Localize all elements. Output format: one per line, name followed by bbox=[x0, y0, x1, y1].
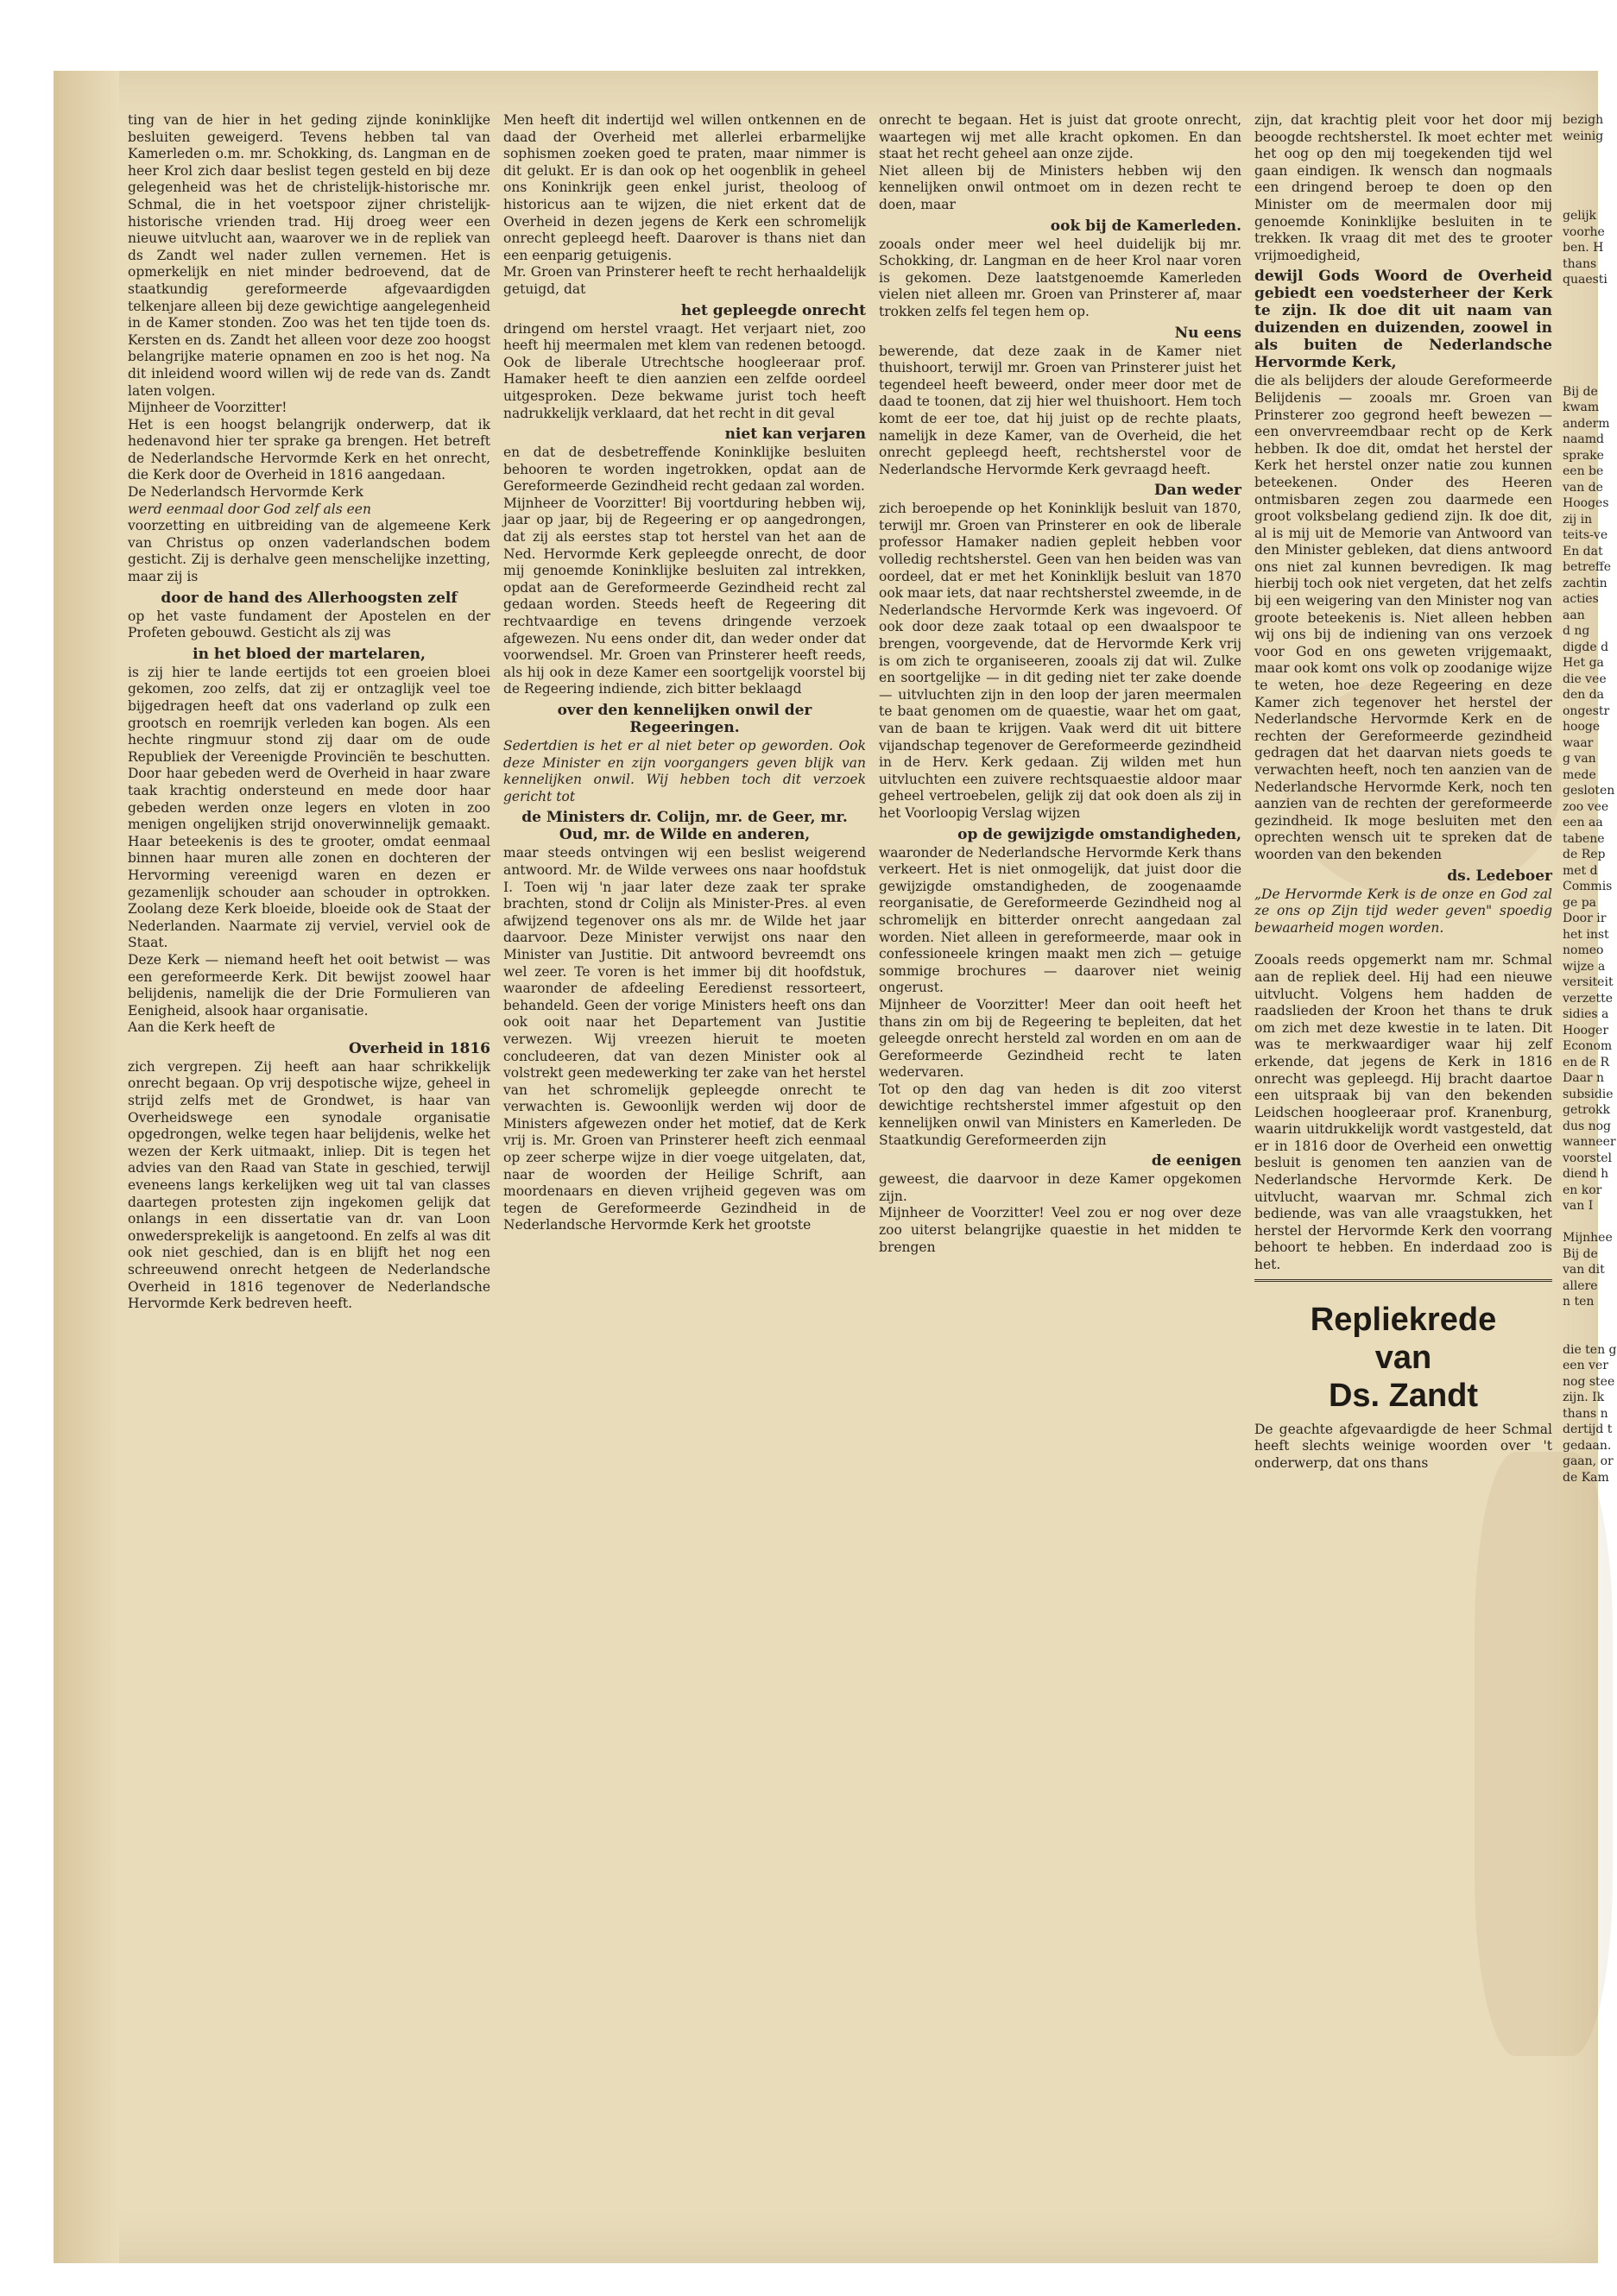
cropped-line: n ten bbox=[1563, 1295, 1595, 1309]
paragraph: zich vergrepen. Zij heeft aan haar schrikkelijk onrecht begaan. Op vrij despotische wijze, geheel in strijd zelfs met de Grondwet, is haar van Overheidswege een synodale organisatie opgedrongen, welke tegen haar belijdenis, welke het wezen der Kerk uitmaakt, inliep. Dit is tegen het advies van den Raad van State in geschied, terwijl eveneens langs kerkelijken weg uit tal van classes daartegen protesten zijn ingekomen gelijk dat onlangs in een dissertatie van dr. van Loon onwedersprekelijk is aangetoond. En zelfs al was dit ook niet geschied, dan is en blijft het nog een schreeuwend onrecht hetgeen de Nederlandsche Overheid in 1816 tegenover de Nederlandsche Hervormde Kerk bedreven heeft. bbox=[128, 1058, 490, 1312]
paragraph: die als belijders der aloude Gereformeerde Belijdenis — zooals mr. Groen van Prinsterer zoo gegrond heeft bewezen — een onvervreemdbaar recht op de Kerk hebben. Ik doe dit, omdat het herstel der Kerk het herstel onzer natie zou kunnen beteekenen. Onder des Heeren ontmisbaren zegen zou daarmede een groot volksbelang gediend zijn. Ik doe dit, al is mij uit de Memorie van Antwoord van den Minister gebleken, dat diens antwoord ons niet zal kunnen bevredigen. Ik mag hierbij toch ook niet vergeten, dat het zelfs bij een weigering van den Minister nog van groote beteekenis is. Niet alleen hebben wij ons bij de indiening van ons verzoek voor God en ons geweten vrijgemaakt, maar ook komt ons volk op zoodanige wijze te weten, hoe deze Regeering en deze Kamer zich tegenover het herstel der Nederlandsche Hervormde Kerk en de rechten der Gereformeerde gezindheid gedragen dat het daarvan niets goeds te verwachten heeft, noch ten aanzien van de Nederlandsche Hervormde Kerk, noch ten aanzien van de rechten der gereformeerde gezindheid. Ik moge besluiten met den oprechten wensch uit te spreken dat de woorden van den bekenden bbox=[1254, 373, 1552, 862]
subheading: het gepleegde onrecht bbox=[680, 301, 866, 319]
paragraph: en dat de desbetreffende Koninklijke besluiten behooren te worden ingetrokken, opdat aan de Gereformeerde Gezindheid recht gedaan zal worden. bbox=[503, 445, 866, 495]
cropped-line: voorhe bbox=[1563, 224, 1605, 239]
subheading: op de gewijzigde omstandigheden, bbox=[957, 825, 1241, 843]
paragraph: Sedertdien is het er al niet beter op geworden. Ook deze Minister en zijn voorgangers geven blijk van kennelijken onwil. Wij hebben toch dit verzoek gericht tot bbox=[503, 738, 866, 804]
cropped-line: allere bbox=[1563, 1278, 1598, 1293]
paragraph: bewerende, dat deze zaak in de Kamer niet thuishoort, terwijl mr. Groen van Prinsterer juist het tegendeel heeft beweerd, onder meer door met de daad te toonen, dat zij hier wel thuishoort. Hem toch komt de eer toe, dat hij juist op de rechte plaats, namelijk in deze Kamer, van de Overheid, die het onrecht gepleegd heeft, rechtsherstel voor de Nederlandsche Hervormde Kerk gevraagd heeft. bbox=[879, 343, 1241, 477]
cropped-line bbox=[1563, 161, 1598, 177]
cropped-line bbox=[1563, 336, 1598, 352]
cropped-line: diend h bbox=[1563, 1167, 1609, 1181]
cropped-line: gelijk bbox=[1563, 209, 1597, 223]
paragraph: De geachte afgevaardigde de heer Schmal heeft slechts weinige woorden over 't onderwerp, dat ons thans bbox=[1254, 1421, 1552, 1471]
paragraph: is zij hier te lande eertijds tot een groeien bloei gekomen, zoo zelfs, dat zij er ontzaglijk veel toe bijgedragen heeft dat ons vaderland op zulk een grootsch en roemrijk verleden kan bogen. Als een hechte ringmuur stond zij daar om de oude Republiek der Vereenigde Provinciën te beschutten. Door haar gebeden werd de Overheid in haar zware taak krachtig ondersteund en mede door haar gebeden werden onze legers en vloten in zoo menigen ongelijken strijd onoverwinnelijk gemaakt. Haar beteekenis is des te grooter, omdat eenmaal binnen haar muren alle zonen en dochteren der Hervorming vereenigd waren en dezen er gezamenlijk schouder aan schouder in optrokken. Zoolang deze Kerk bloeide, bloeide ook de Staat der Nederlanden. Naarmate zij verviel, verviel ook de Staat. bbox=[128, 664, 490, 951]
cropped-line: een aa bbox=[1563, 816, 1603, 829]
cropped-line: naamd bbox=[1563, 432, 1604, 446]
cropped-line: zoo vee bbox=[1563, 799, 1609, 814]
cropped-line: En dat bbox=[1563, 544, 1603, 558]
cropped-line: dertijd t bbox=[1563, 1422, 1613, 1436]
cropped-line: acties bbox=[1563, 592, 1599, 606]
cropped-line: zijn. Ik bbox=[1563, 1391, 1605, 1404]
cropped-line: met d bbox=[1563, 863, 1598, 878]
subheading: ds. Ledeboer bbox=[1447, 867, 1552, 885]
paragraph: op het vaste fundament der Apostelen en der Profeten gebouwd. Gesticht als zij was bbox=[128, 608, 490, 641]
cropped-line: quaesti bbox=[1563, 273, 1608, 287]
cropped-line: waar bbox=[1563, 735, 1594, 750]
cropped-line: sprake bbox=[1563, 448, 1604, 463]
cropped-line: subsidie bbox=[1563, 1087, 1614, 1101]
subheading: ook bij de Kamerleden. bbox=[1050, 217, 1241, 235]
cropped-line: betreffe bbox=[1563, 560, 1612, 574]
cropped-line: de Rep bbox=[1563, 848, 1606, 861]
paragraph: voorzetting en uitbreiding van de algemeene Kerk van Christus op onzen vaderlandschen bodem gesticht. Zij is derhalve geen menschelijke inzetting, maar zij is bbox=[128, 518, 490, 585]
paragraph: Niet alleen bij de Ministers hebben wij den kennelijken onwil ontmoet om in dezen recht te doen, maar bbox=[879, 162, 1241, 212]
subheading: de eenigen bbox=[1151, 1152, 1241, 1170]
cropped-line: anderm bbox=[1563, 416, 1610, 431]
paragraph: Mijnheer de Voorzitter! Bij voortduring hebben wij, jaar op jaar, bij de Regeering er op aangedrongen, dat zij als eerstes stap tot herstel van het aan de Ned. Hervormde Kerk gepleegde onrecht, de door mij genoemde Koninklijke besluiten zal intrekken, opdat aan de Gereformeerde Gezindheid recht zal gedaan worden. Steeds heeft de Regeering dit rechtvaardige en tevens dringende verzoek afgewezen. Nu eens onder dit, dan weder onder dat voorwendsel. Mr. Groen van Prinsterer heeft reeds, als hij ook in deze Kamer een soortgelijk voorstel bij de Regeering indiende, zich bitter beklaagd bbox=[503, 495, 866, 697]
cropped-line: g van bbox=[1563, 752, 1596, 766]
cropped-line: thans bbox=[1563, 256, 1597, 271]
cropped-line: ge pa bbox=[1563, 895, 1597, 910]
cropped-line: een be bbox=[1563, 464, 1604, 478]
cropped-line: teits-ve bbox=[1563, 528, 1608, 542]
cropped-line: bezigh bbox=[1563, 113, 1604, 127]
paragraph: ting van de hier in het geding zijnde koninklijke besluiten geweigerd. Tevens hebben tal van Kamerleden o.m. mr. Schokking, ds. Langman en de heer Krol zich daar beslist tegen gesteld en bij deze gelegenheid was het de christelijk-historische mr. Schmal, die in het voetspoor zijner christelijk-historische vrienden trad. Hij droeg weer een nieuwe uitvlucht aan, waarover we in de repliek van ds Zandt wel nader zullen vernemen. Het is opmerkelijk en niet minder bedroevend, dat de staatkundig gereformeerde afgevaardigden telkenjare alleen bij deze gewichtige aangelegenheid in de Kamer stonden. Zoo was het ten tijde toen ds. Kersten en ds. Zandt het alleen voor deze zoo hoogst belangrijke materie opnamen en zoo is het nog. Na dit inleidend woord willen wij de rede van ds. Zandt laten volgen. bbox=[128, 112, 490, 399]
subheading: niet kan verjaren bbox=[724, 426, 866, 444]
column-1 bbox=[128, 112, 490, 1313]
paragraph-italic: werd eenmaal door God zelf als een bbox=[128, 501, 371, 517]
cropped-line: wanneer bbox=[1563, 1135, 1616, 1149]
paragraph: Zooals reeds opgemerkt nam mr. Schmal aan de repliek deel. Hij had een nieuwe uitvlucht. Volgens hem hadden de raadslieden der Kroon het thans te druk om zich met deze kwestie in te laten. Dit was te merkwaardiger waar hij zelf erkende, dat jegens de Kerk in 1816 onrecht was gepleegd. Hij bracht daartoe een uitspraak bij van den bekenden Leidschen hoogleeraar prof. Kranenburg, waarin uitdrukkelijk wordt vastgesteld, dat er in 1816 door de Overheid een onwettig besluit is genomen ten aanzien van de Nederlandsche Hervormde Kerk. De uitvlucht, waarvan mr. Schmal zich bediende, was van alle vraagstukken, het herstel der Hervormde Kerk den voorrang behoort te hebben. En inderdaad zoo is het. bbox=[1254, 952, 1552, 1273]
cropped-line bbox=[1563, 1310, 1598, 1327]
cropped-line: kwam bbox=[1563, 401, 1600, 414]
cropped-line bbox=[1563, 144, 1598, 161]
newspaper-page bbox=[54, 71, 1617, 2263]
cropped-line: en kor bbox=[1563, 1183, 1602, 1197]
subheading: Nu eens bbox=[1174, 324, 1241, 342]
column-3 bbox=[879, 112, 1241, 1256]
cropped-line: die vee bbox=[1563, 672, 1607, 686]
section-title-line: Repliekrede bbox=[1310, 1301, 1497, 1338]
cropped-line: die ten g bbox=[1563, 1342, 1617, 1357]
column-4 bbox=[1254, 112, 1552, 2201]
section-title bbox=[1254, 1301, 1552, 1415]
subheading: de Ministers dr. Colijn, mr. de Geer, mr. Oud, mr. de Wilde en anderen, bbox=[521, 809, 848, 844]
cropped-line: voorstel bbox=[1563, 1151, 1613, 1165]
cropped-line: Commis bbox=[1563, 880, 1613, 893]
cropped-line: versiteit bbox=[1563, 975, 1614, 989]
cropped-line bbox=[1563, 320, 1598, 337]
cropped-line: aan bbox=[1563, 608, 1585, 622]
subheading: door de hand des Allerhoogsten zelf bbox=[161, 589, 458, 607]
paragraph: dringend om herstel vraagt. Het verjaart niet, zoo heeft hij meermalen met klem van redenen betoogd. Ook de liberale Utrechtsche hoogleeraar prof. Hamaker heeft te dien aanzien een zelfde oordeel uitgesproken. Deze bekwame jurist toch heeft nadrukkelijk verklaard, dat het recht in dit geval bbox=[503, 320, 866, 421]
cropped-line: Econom bbox=[1563, 1039, 1613, 1053]
cropped-line: nog stee bbox=[1563, 1374, 1615, 1389]
paragraph: Mr. Groen van Prinsterer heeft te recht herhaaldelijk getuigd, dat bbox=[503, 264, 866, 297]
paragraph: geweest, die daarvoor in deze Kamer opgekomen zijn. bbox=[879, 1171, 1241, 1204]
cropped-line: hooge bbox=[1563, 720, 1601, 734]
paragraph: Aan die Kerk heeft de bbox=[128, 1019, 275, 1036]
section-title-line: Ds. Zandt bbox=[1328, 1377, 1479, 1414]
cropped-line: gaan, or bbox=[1563, 1454, 1614, 1468]
paragraph: „De Hervormde Kerk is de onze en God zal ze ons op Zijn tijd weder geven" spoedig bewaarheid mogen worden. bbox=[1254, 886, 1552, 936]
paragraph: Tot op den dag van heden is dit zoo viterst dewichtige rechtsherstel immer afgestuit op den kennelijken onwil van Ministers en Kamerleden. De Staatkundig Gereformeerden zijn bbox=[879, 1081, 1241, 1148]
cropped-line bbox=[1563, 176, 1598, 192]
cropped-line: nomeo bbox=[1563, 943, 1604, 957]
paragraph: waaronder de Nederlandsche Hervormde Kerk thans verkeert. Het is niet onmogelijk, dat juist door die gewijzigde omstandigheden, de zoogenaamde reorganisatie, de Gereformeerde Gezindheid nog al schromelijk en bitterder onrecht aangedaan zal worden. Niet alleen in gereformeerde, maar ook in confessioneele kringen maakt men zich — getuige sommige brochures — daarover niet weinig ongerust. bbox=[879, 844, 1241, 996]
cropped-line: van de bbox=[1563, 480, 1603, 495]
cropped-line: wijze a bbox=[1563, 959, 1606, 974]
section-title-line: van bbox=[1374, 1339, 1432, 1376]
cropped-line: dus nog bbox=[1563, 1119, 1612, 1133]
paragraph: zich beroepende op het Koninklijk besluit van 1870, terwijl mr. Groen van Prinsterer en ook de liberale professor Hamaker nadien gepleit hebben voor volledig rechtsherstel. Geen van hen beiden was van oordeel, dat er met het Koninklijk besluit van 1870 ook maar iets, dat naar rechtsherstel zweemde, in de Nederlandsche Hervormde Kerk was ingevoerd. Of ook door deze zaak totaal op een dwaalspoor te brengen, voorgevende, dat de Hervormde Kerk vrij is om zich te organiseeren, zooals zij dat wil. Zulke en soortgelijke — in dit geding niet ter zake doende — uitvluchten zijn in den loop der jaren meermalen te baat genomen om de quaestie, waar het om gaat, van de baan te krijgen. Vaak werd dit uit bittere vijandschap tegenover de Gereformeerde gezindheid in de Herv. Kerk gedaan. Zij wilden met hun uitvluchten een zuivere rechtsquaestie aldoor maar geheel vertroebelen, gelijk zij dat ook doen als zij in het Voorloopig Verslag wijzen bbox=[879, 501, 1241, 821]
cropped-line bbox=[1563, 368, 1598, 384]
paragraph: Mijnheer de Voorzitter! Meer dan ooit heeft het thans zin om bij de Regeering te bepleiten, dat het geleegde onrecht hersteld zal worden en om aan de Gereformeerde Gezindheid recht te laten wedervaren. bbox=[879, 996, 1241, 1081]
cropped-line bbox=[1563, 352, 1598, 369]
cropped-line: gesloten bbox=[1563, 784, 1615, 798]
paragraph: Het is een hoogst belangrijk onderwerp, dat ik hedenavond hier ter sprake ga brengen. Het betreft de Nederlandsche Hervormde Kerk en het onrecht, die Kerk door de Overheid in 1816 aangedaan. bbox=[128, 416, 490, 483]
paragraph: zijn, dat krachtig pleit voor het door mij beoogde rechtsherstel. Ik moet echter met het oog op den mij toegekenden tijd wel gaan eindigen. Ik wensch dan nogmaals een dringend beroep te doen op den Minister om de meermalen door mij genoemde Koninklijke besluiten in te trekken. Ik vraag dit met des te grooter vrijmoedigheid, bbox=[1254, 112, 1552, 263]
cropped-line: digde d bbox=[1563, 640, 1609, 654]
cropped-line: zij in bbox=[1563, 512, 1593, 527]
page-gutter-shadow bbox=[59, 71, 119, 2263]
cropped-line: Het ga bbox=[1563, 656, 1604, 670]
cropped-line: Hooger bbox=[1563, 1023, 1609, 1038]
cropped-line: een ver bbox=[1563, 1359, 1608, 1372]
cropped-line: ongestr bbox=[1563, 703, 1610, 718]
cropped-line: de Kam bbox=[1563, 1470, 1609, 1485]
column-2 bbox=[503, 112, 866, 1234]
paragraph: maar steeds ontvingen wij een beslist weigerend antwoord. Mr. de Wilde verwees ons naar hoofdstuk I. Toen wij 'n jaar later deze zaak ter sprake brachten, stond dr Colijn als Minister-Pres. al even afwijzend tegenover ons als mr. de Wilde het jaar daarvoor. Deze Minister verwijst ons naar den Minister van Justitie. Dit antwoord bevreemdt ons wel zeer. Te voren is het immer bij dit hoofdstuk, waaronder de afdeeling Eeredienst ressorteert, behandeld. Geen der vorige Ministers heeft ons dan ook ooit naar het Departement van Justitie verwezen. Wij vreezen hieruit te moeten concludeeren, dat van dezen Minister ook al volstrekt geen medewerking ter zake van het herstel van het schromelijk gepleegde onrecht te verwachten is. Gewoonlijk werden wij door de Ministers afgewezen onder het motief, dat de Kerk vrij is. Mr. Groen van Prinsterer heeft zich eenmaal op zeer scherpe wijze in dier voege uitgelaten, dat, naar de woorden der Heilige Schrift, aan moordenaars en dieven vrijheid gegeven was om tegen de Gereformeerde Gezindheid in de Nederlandsche Hervormde Kerk het grootste bbox=[503, 845, 866, 1233]
paragraph: De Nederlandsch Hervormde Kerk bbox=[128, 484, 363, 501]
cropped-line: getrokk bbox=[1563, 1103, 1610, 1117]
cropped-line bbox=[1563, 192, 1598, 209]
cropped-line: Hooges bbox=[1563, 496, 1609, 510]
paragraph: Mijnheer de Voorzitter! Veel zou er nog over deze zoo uiterst belangrijke quaestie in het midden te brengen bbox=[879, 1205, 1241, 1255]
subheading: dewijl Gods Woord de Overheid gebiedt een voedsterheer der Kerk te zijn. Ik doe dit uit naam van duizenden en duizenden, zoowel in als buiten de Nederlandsche Hervormde Kerk, bbox=[1254, 268, 1552, 372]
cropped-line bbox=[1563, 304, 1598, 320]
cropped-line bbox=[1563, 1326, 1598, 1342]
cropped-line: mede bbox=[1563, 767, 1596, 782]
cropped-line: het inst bbox=[1563, 927, 1609, 942]
cropped-line: Bij de bbox=[1563, 1246, 1598, 1261]
paragraph: Men heeft dit indertijd wel willen ontkennen en de daad der Overheid met allerlei erbarmelijke sophismen zoeken goed te praten, maar nimmer is dit gelukt. Er is dan ook op het oogenblik in geheel ons Koninkrijk geen enkel jurist, theoloog of historicus aan te wijzen, die niet erkent dat de Overheid in dezen jegens de Kerk een schromelijk onrecht gepleegd heeft. Daarover is thans niet dan een eenparig getuigenis. bbox=[503, 112, 866, 263]
cropped-line: weinig bbox=[1563, 129, 1604, 143]
cropped-line: van I bbox=[1563, 1199, 1594, 1213]
cropped-line: zachtin bbox=[1563, 576, 1608, 590]
spacer bbox=[1254, 937, 1552, 952]
paragraph: zooals onder meer wel heel duidelijk bij mr. Schokking, dr. Langman en de heer Krol naar voren is gekomen. Deze laatstgenoemde Kamerleden vielen niet alleen mr. Groen van Prinsterer af, maar trokken zelfs fel tegen hem op. bbox=[879, 236, 1241, 319]
subheading: Overheid in 1816 bbox=[349, 1039, 490, 1057]
cropped-line bbox=[1563, 288, 1598, 305]
cropped-line: verzette bbox=[1563, 991, 1614, 1006]
paragraph: onrecht te begaan. Het is juist dat groote onrecht, waartegen wij met alle kracht opkomen. En dan staat het recht geheel aan onze zijde. bbox=[879, 112, 1241, 162]
cropped-line: tabene bbox=[1563, 831, 1605, 846]
cropped-line: d ng bbox=[1563, 624, 1590, 638]
cropped-line: den da bbox=[1563, 688, 1605, 702]
cropped-line: ben. H bbox=[1563, 241, 1604, 255]
cropped-line bbox=[1563, 1214, 1598, 1231]
divider bbox=[1254, 1279, 1552, 1282]
cropped-line: en de R bbox=[1563, 1055, 1609, 1069]
cropped-line: van dit bbox=[1563, 1263, 1605, 1277]
cropped-line: Door ir bbox=[1563, 911, 1607, 925]
paragraph: Deze Kerk — niemand heeft het ooit betwist — was een gereformeerde Kerk. Dit bewijst zoowel haar belijdenis, namelijk die der Drie Formulieren van Eenigheid, alsook haar organisatie. bbox=[128, 951, 490, 1019]
subheading: in het bloed der martelaren, bbox=[193, 645, 426, 663]
paragraph: Mijnheer de Voorzitter! bbox=[128, 400, 287, 416]
column-5-cropped bbox=[1563, 112, 1617, 2201]
cropped-line: sidies a bbox=[1563, 1007, 1609, 1021]
subheading: Dan weder bbox=[1153, 482, 1241, 500]
subheading: over den kennelijken onwil der Regeeringen. bbox=[557, 702, 812, 736]
cropped-line: Bij de bbox=[1563, 384, 1598, 399]
cropped-line: thans n bbox=[1563, 1406, 1608, 1421]
cropped-line: Mijnhee bbox=[1563, 1231, 1613, 1245]
cropped-line: gedaan. bbox=[1563, 1438, 1612, 1453]
cropped-line: Daar n bbox=[1563, 1071, 1605, 1085]
